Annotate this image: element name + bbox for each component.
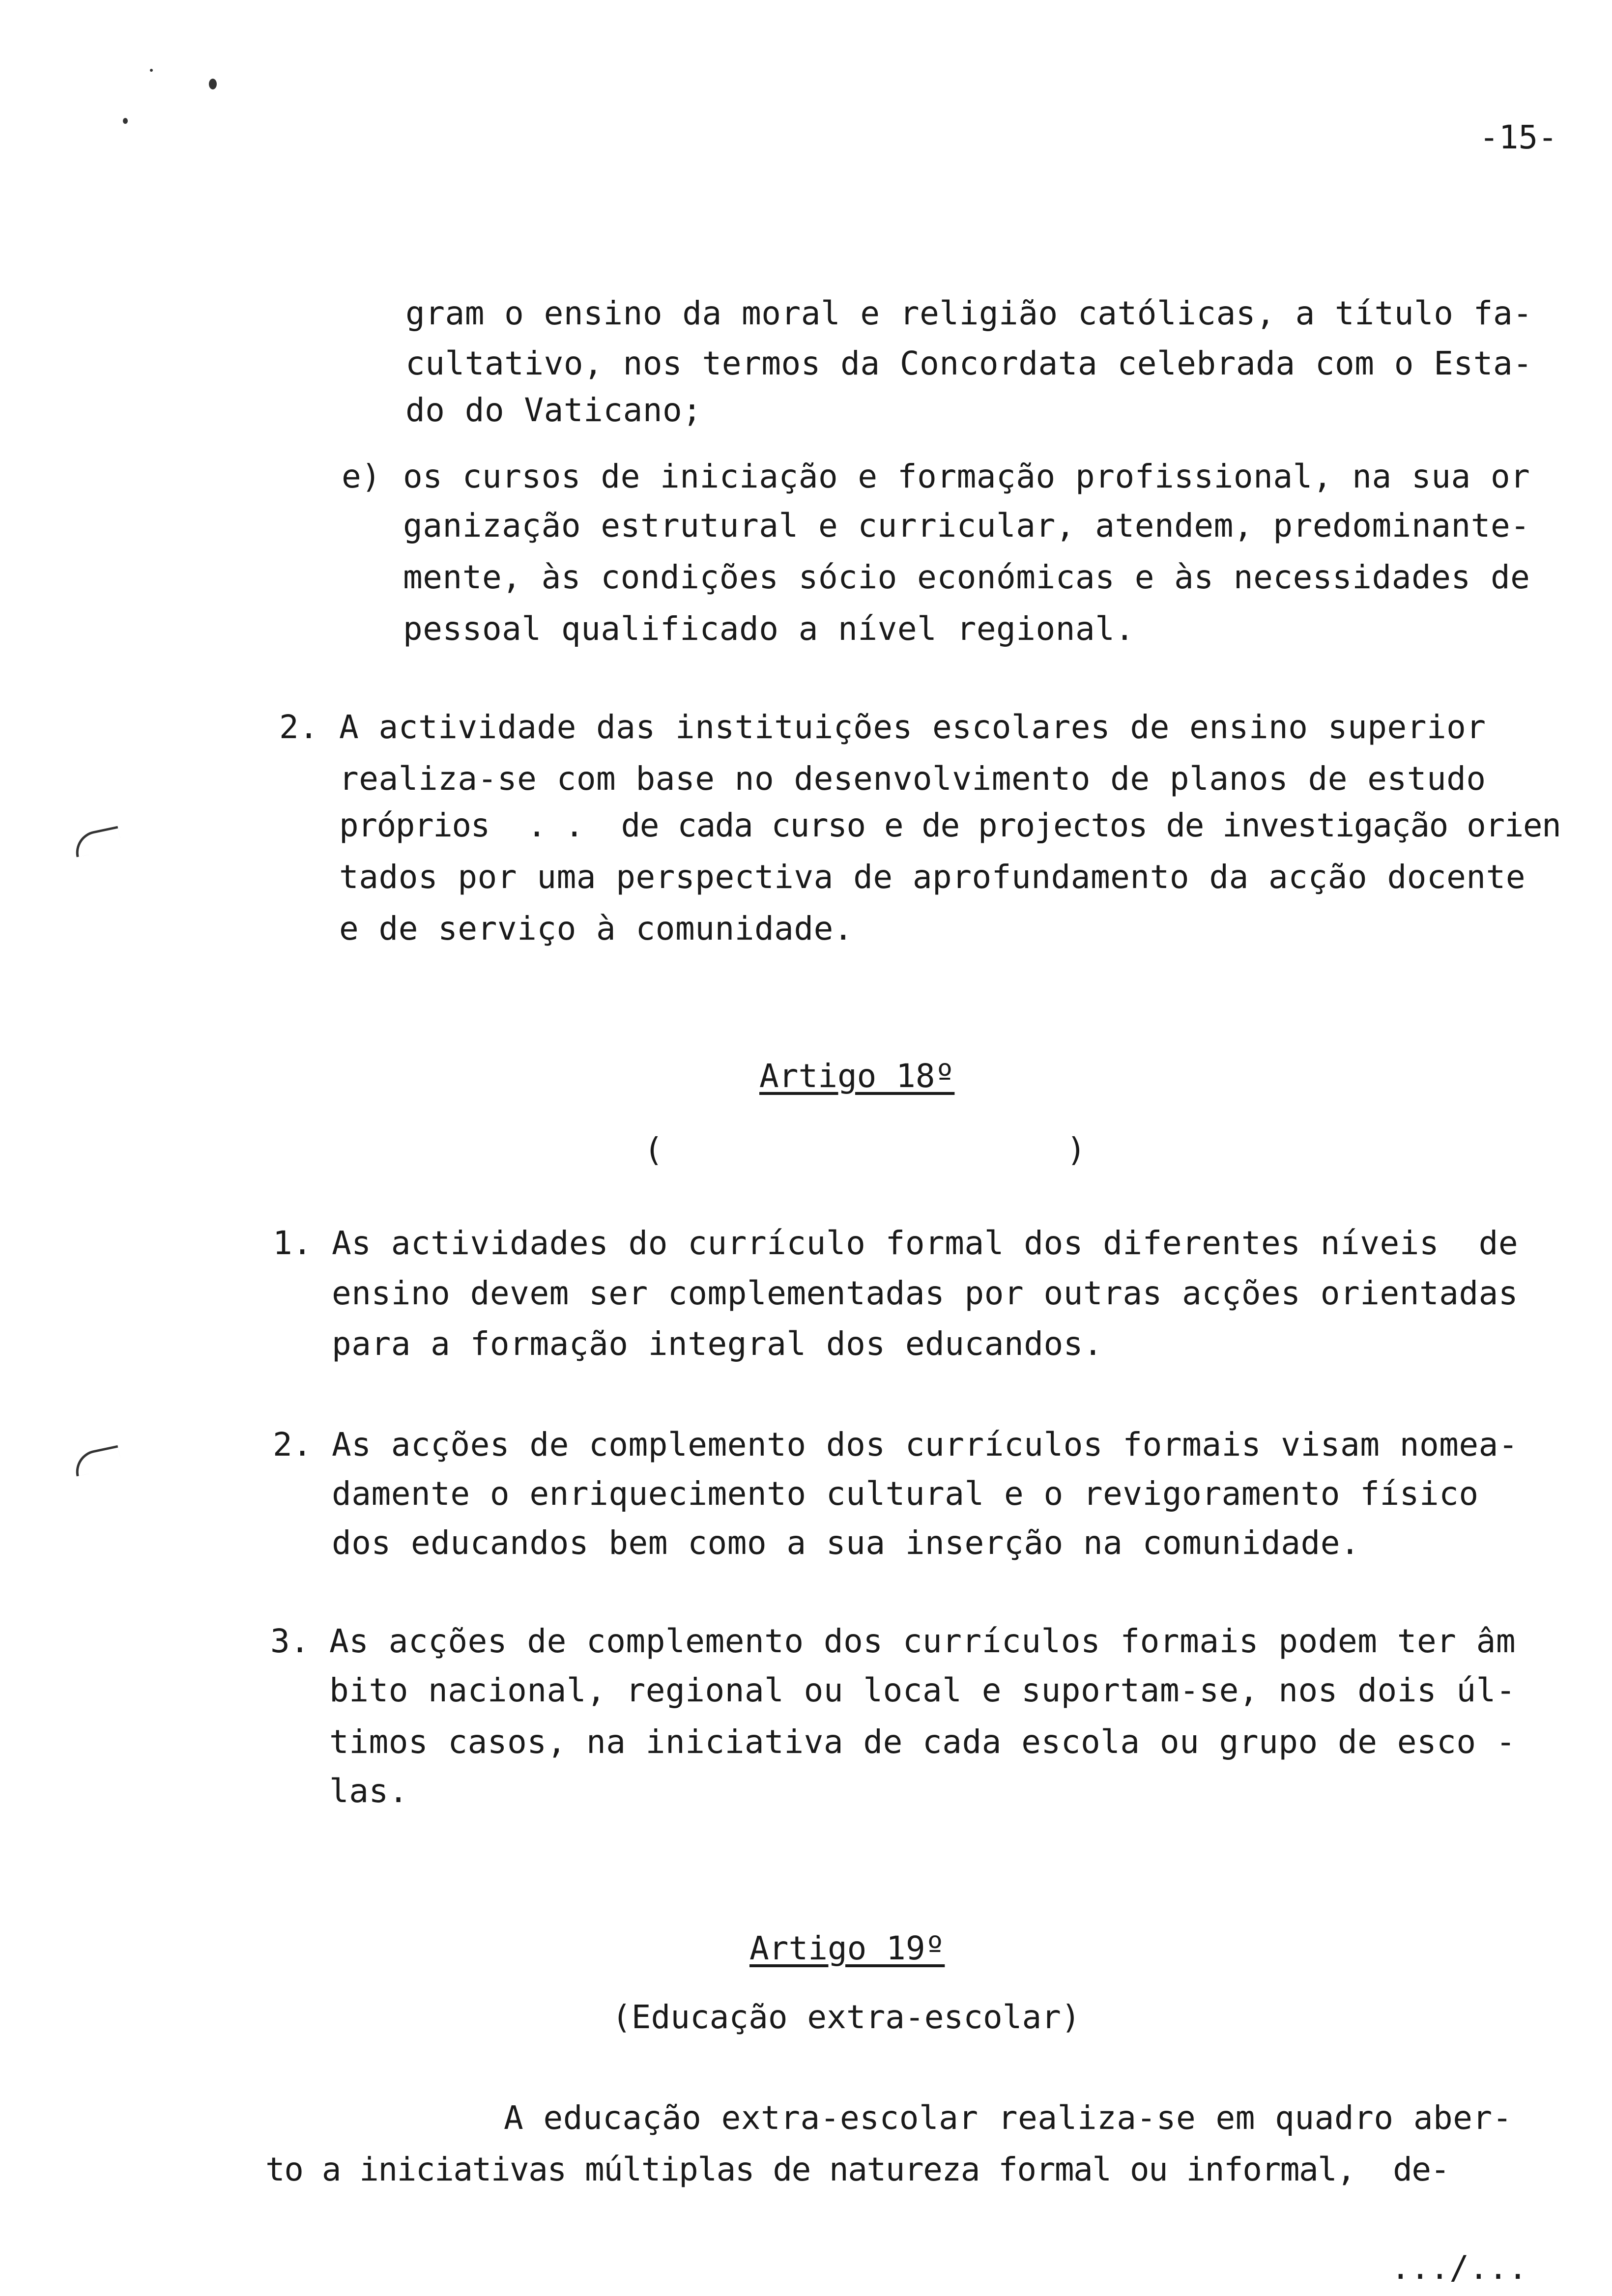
text-line: timos casos, na iniciativa de cada escola ou grupo de esco - [329,1723,1516,1761]
scan-speck [209,79,217,89]
text-line: A educação extra-escolar realiza-se em quadro aber- [504,2099,1513,2137]
text-line: As acções de complemento dos currículos formais podem ter âm [329,1622,1516,1660]
paren-close: ) [1066,1131,1086,1169]
margin-mark [72,826,122,858]
text-line: os cursos de iniciação e formação profissional, na sua or [403,458,1530,495]
scan-speck [150,69,153,72]
text-line: realiza-se com base no desenvolvimento de planos de estudo [339,760,1486,798]
text-line: A actividade das instituições escolares de ensino superior [339,708,1486,746]
text-line: las. [329,1772,408,1810]
scan-speck [123,118,128,124]
article-subtitle: (Educação extra-escolar) [612,1998,1081,2036]
text-line: do do Vaticano; [405,391,702,429]
text-line: dos educandos bem como a sua inserção na comunidade. [332,1524,1360,1562]
margin-mark [72,1445,122,1477]
text-line: para a formação integral dos educandos. [332,1325,1103,1363]
text-line: pessoal qualificado a nível regional. [403,610,1135,648]
text-line: mente, às condições sócio económicas e às necessidades de [403,558,1530,596]
list-marker: 2. [279,708,319,746]
list-marker: 3. [270,1622,310,1660]
text-line: próprios . . de cada curso e de projectos de investigação orien [339,806,1561,844]
text-line: cultativo, nos termos da Concordata celebrada com o Esta- [405,344,1533,382]
text-line: As actividades do currículo formal dos diferentes níveis de [332,1224,1519,1262]
list-marker: e) [342,458,381,495]
text-line: e de serviço à comunidade. [339,910,854,947]
text-line: ensino devem ser complementadas por outras acções orientadas [332,1274,1519,1312]
text-line: ganização estrutural e curricular, atendem, predominante- [403,507,1530,545]
text-line: bito nacional, regional ou local e suportam-se, nos dois úl- [329,1671,1516,1709]
text-line: gram o ensino da moral e religião católicas, a título fa- [405,294,1533,332]
continuation-marker: .../... [1391,2249,1528,2287]
text-line: damente o enriquecimento cultural e o revigoramento físico [332,1475,1479,1513]
page-number: -15- [1479,118,1557,156]
article-heading: Artigo 19º [749,1929,945,1967]
text-line: to a iniciativas múltiplas de natureza formal ou informal, de- [265,2151,1449,2188]
list-marker: 1. [273,1224,313,1262]
list-marker: 2. [273,1426,313,1464]
article-heading: Artigo 18º [759,1057,955,1095]
text-line: As acções de complemento dos currículos formais visam nomea- [332,1426,1519,1464]
paren-open: ( [644,1131,663,1169]
text-line: tados por uma perspectiva de aprofundamento da acção docente [339,858,1526,896]
